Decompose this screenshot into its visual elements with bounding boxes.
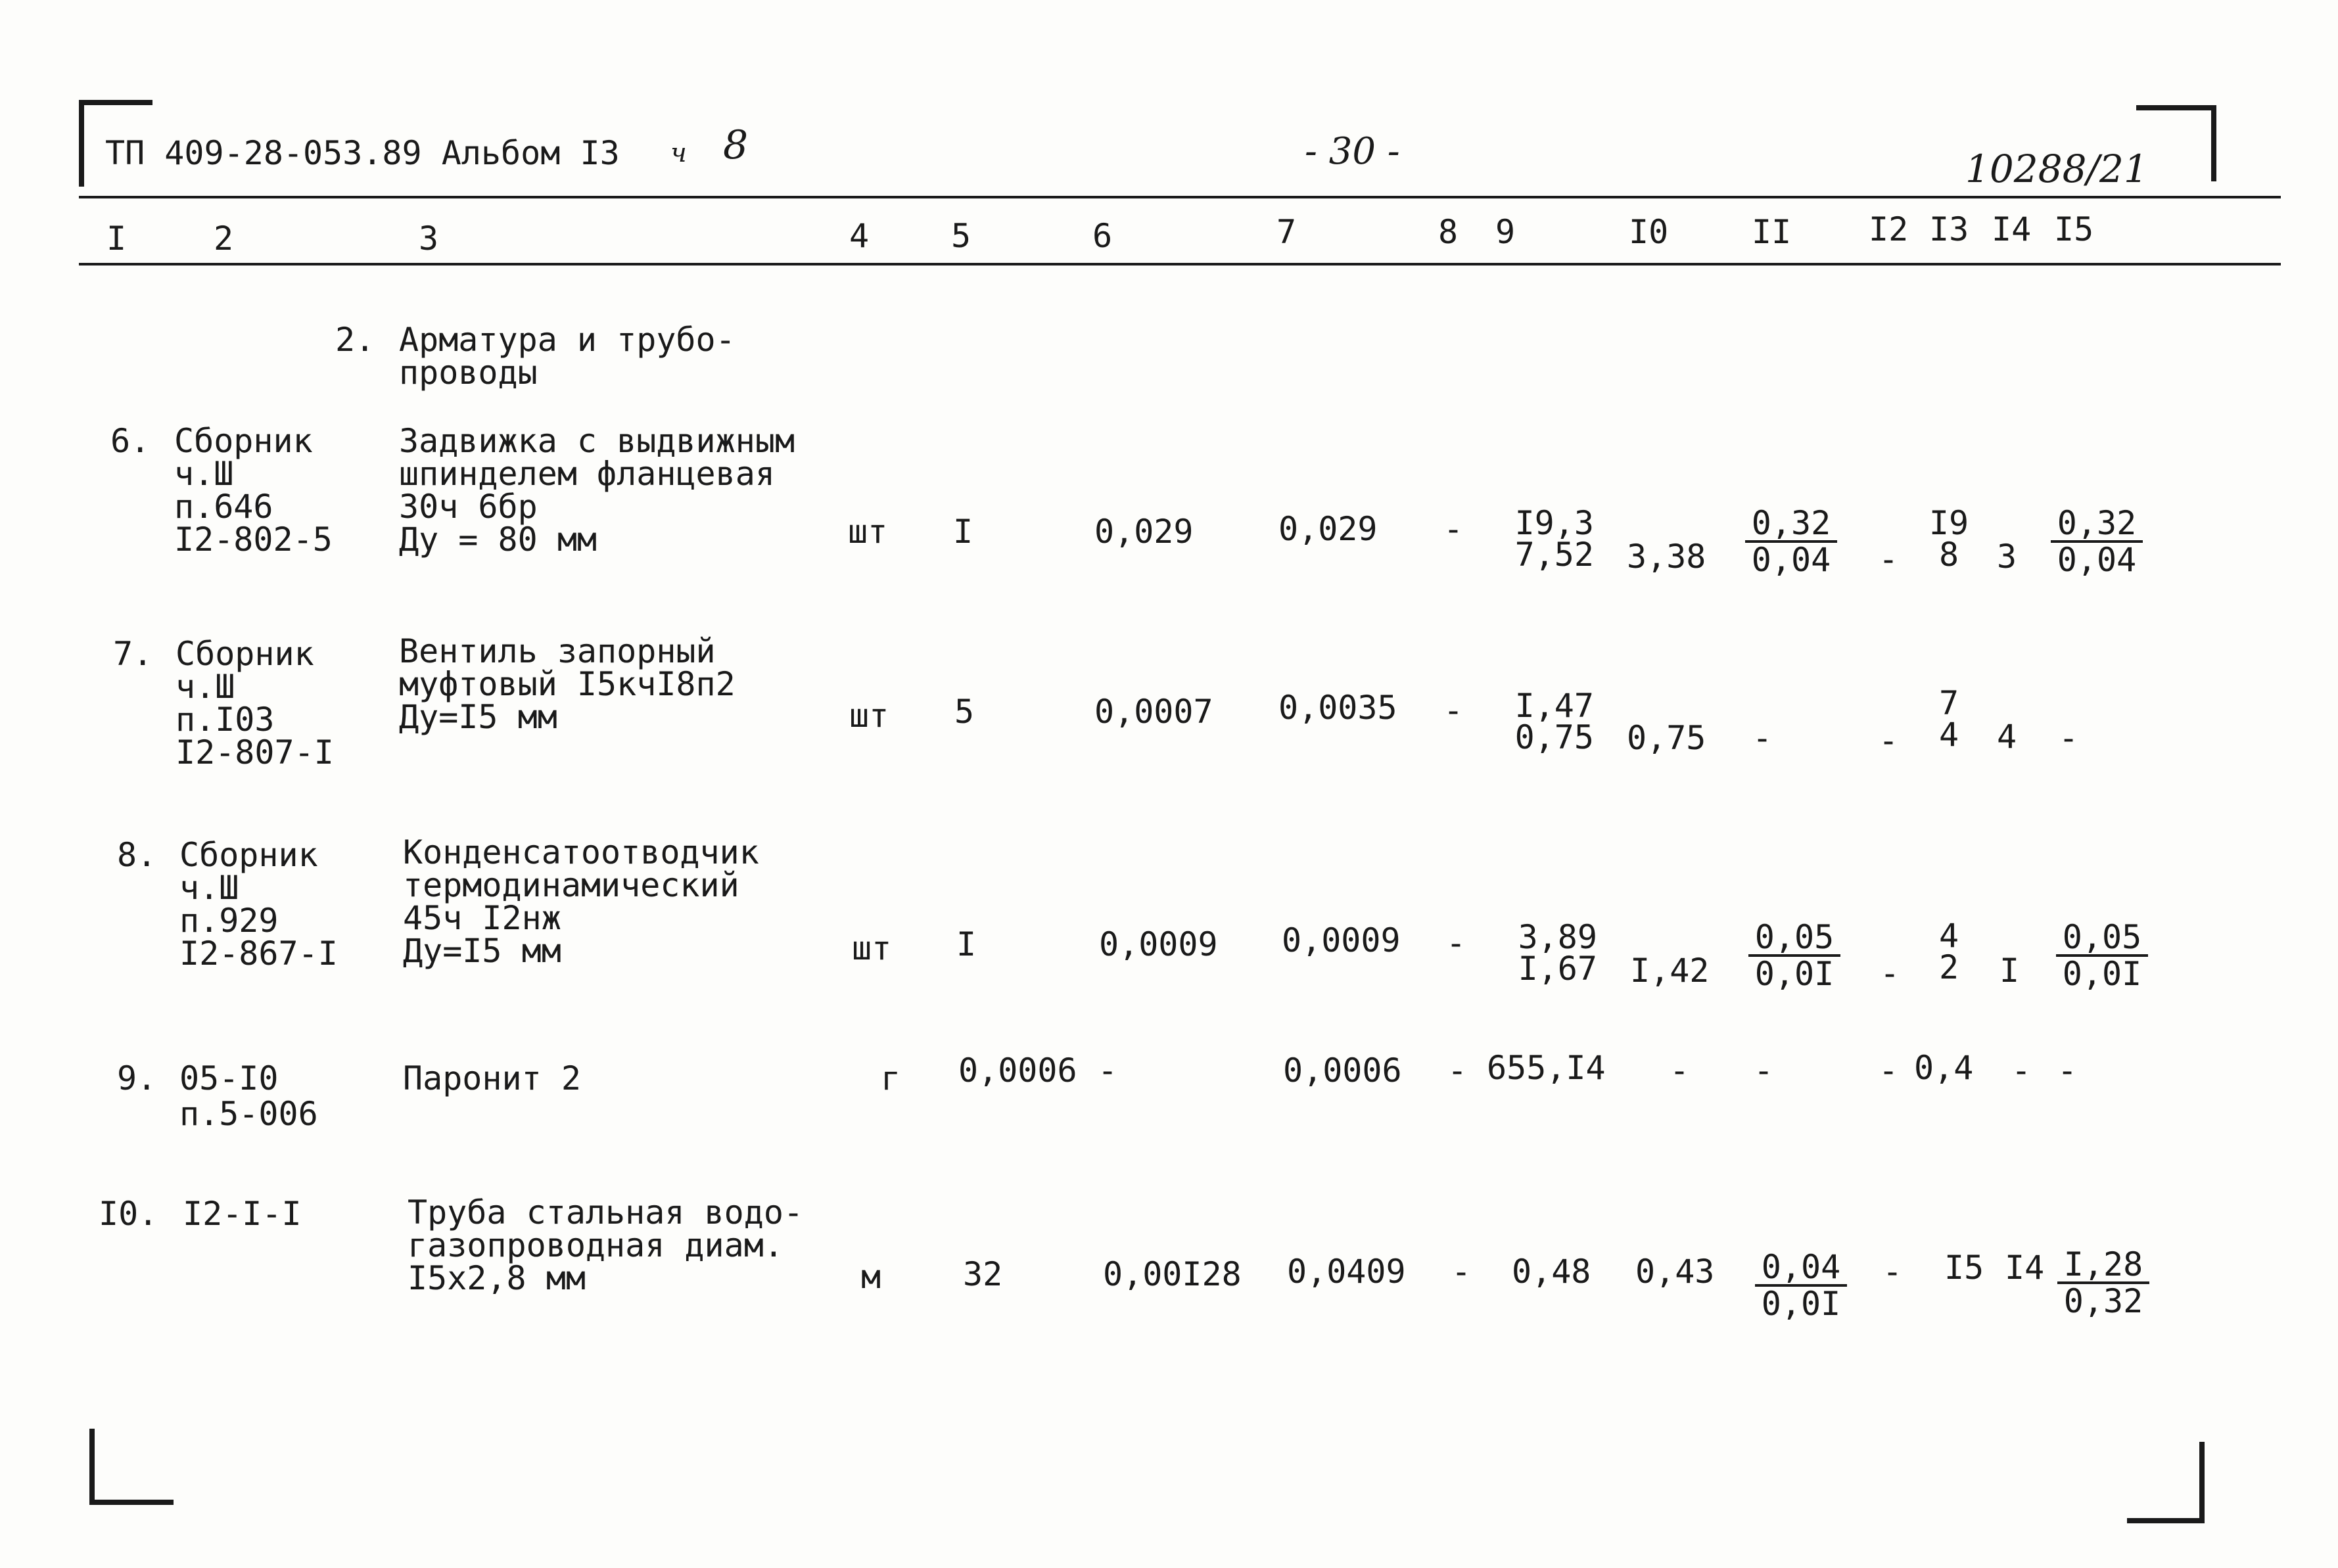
column-number: 6 xyxy=(1092,217,1113,255)
row-col8: - xyxy=(1447,1051,1468,1090)
row-quantity: I xyxy=(956,925,977,963)
row-col13: 4 2 xyxy=(1938,917,1959,986)
header-rule-bottom xyxy=(79,263,2281,265)
row-reference-line: I2-807-I xyxy=(175,733,334,772)
column-number: I2 xyxy=(1869,210,1909,248)
row-col11: - xyxy=(1754,1051,1774,1090)
corner-mark-bottom-left xyxy=(89,1429,95,1505)
row-reference-line: Сборник xyxy=(174,422,313,460)
row-col9: 655,I4 xyxy=(1487,1049,1606,1087)
column-number: 2 xyxy=(214,219,234,258)
row-col10: - xyxy=(1670,1051,1690,1090)
row-col6: 0,0007 xyxy=(1094,693,1213,731)
row-reference-line: п.I03 xyxy=(175,701,275,739)
row-col7: 0,0009 xyxy=(1282,921,1401,959)
row-name-line: Конденсатоотводчик xyxy=(403,833,759,871)
row-name-line: Вентиль запорный xyxy=(399,632,716,670)
row-col6: 0,0009 xyxy=(1099,925,1218,963)
row-quantity: I xyxy=(953,513,973,551)
corner-mark-top-left xyxy=(79,100,84,187)
row-col13: I5 xyxy=(1944,1249,1984,1287)
column-number: I xyxy=(106,219,127,258)
row-col9: I,47 0,75 xyxy=(1514,687,1594,756)
header-rule-top xyxy=(79,196,2281,198)
row-number: 7. xyxy=(113,635,153,673)
row-col14: I xyxy=(1999,952,2020,990)
corner-mark-bottom-right xyxy=(2199,1442,2205,1523)
row-col13: 0,4 xyxy=(1914,1049,1974,1087)
row-col12: - xyxy=(1880,954,1900,992)
row-name-line: муфтовый I5кчI8п2 xyxy=(399,665,736,703)
page-number: - 30 - xyxy=(1305,130,1400,173)
corner-mark-top-right xyxy=(2211,105,2216,181)
column-number: 9 xyxy=(1495,213,1516,251)
row-unit: м xyxy=(861,1258,881,1296)
row-col9: I9,3 7,52 xyxy=(1514,504,1594,574)
row-name-line: Задвижка с выдвижным xyxy=(399,422,795,460)
row-col6: 0,029 xyxy=(1094,513,1194,551)
row-name-line: Ду=I5 мм xyxy=(399,698,557,736)
row-col10: 3,38 xyxy=(1627,538,1706,576)
row-col14: I4 xyxy=(2005,1249,2045,1287)
row-col8: - xyxy=(1443,691,1464,729)
row-col8: - xyxy=(1451,1253,1472,1291)
row-col12: - xyxy=(1882,1253,1903,1291)
row-number: I0. xyxy=(99,1195,158,1233)
corner-mark-bottom-left xyxy=(89,1500,174,1505)
row-name-line: Труба стальная водо- xyxy=(408,1193,804,1232)
row-col11: $\frac{0,05}{0,0I}$ xyxy=(1748,921,1840,990)
row-col12: - xyxy=(1879,540,1899,578)
corner-mark-top-left xyxy=(79,100,152,105)
row-col7: 0,029 xyxy=(1278,510,1378,548)
row-unit: шт xyxy=(852,929,892,967)
row-col15: - xyxy=(2057,1051,2078,1090)
column-number: I4 xyxy=(1992,210,2032,248)
row-col11: $\frac{0,04}{0,0I}$ xyxy=(1755,1251,1847,1320)
row-col6: 0,00I28 xyxy=(1103,1255,1242,1293)
row-name-line: газопроводная диам. xyxy=(408,1226,783,1264)
row-unit: шт xyxy=(849,697,889,735)
row-reference-line: п.5-006 xyxy=(179,1095,318,1133)
row-col8: - xyxy=(1443,510,1464,548)
row-number: 6. xyxy=(110,422,151,460)
row-col12: - xyxy=(1879,722,1899,760)
row-col7: 0,0409 xyxy=(1287,1253,1406,1291)
part-label: ч xyxy=(670,138,687,168)
row-reference-line: п.646 xyxy=(174,488,273,526)
section-title-line: Арматура и трубо- xyxy=(399,321,736,359)
row-col15: $\frac{0,05}{0,0I}$ xyxy=(2056,921,2148,990)
row-name-line: шпинделем фланцевая xyxy=(399,455,775,493)
row-unit: г xyxy=(881,1059,901,1097)
column-number: 8 xyxy=(1438,213,1459,251)
column-number: II xyxy=(1752,213,1792,251)
row-reference-line: Сборник xyxy=(179,836,318,874)
row-col11: - xyxy=(1752,719,1773,757)
part-number: 8 xyxy=(723,122,749,168)
row-name-line: 45ч I2нж xyxy=(403,899,561,937)
corner-mark-top-right xyxy=(2136,105,2216,110)
column-number: I3 xyxy=(1929,210,1969,248)
row-reference-line: Сборник xyxy=(175,635,314,673)
row-reference-line: ч.Ш xyxy=(174,455,234,493)
row-col11: $\frac{0,32}{0,04}$ xyxy=(1745,507,1837,576)
section-title-line: проводы xyxy=(399,354,538,392)
row-col15: - xyxy=(2059,719,2079,757)
row-reference-line: п.929 xyxy=(179,902,279,940)
row-col14: - xyxy=(2011,1051,2032,1090)
row-reference-line: I2-802-5 xyxy=(174,520,333,559)
row-col15: $\frac{0,32}{0,04}$ xyxy=(2051,507,2143,576)
row-name-line: Паронит 2 xyxy=(403,1059,581,1097)
column-number: 3 xyxy=(419,219,439,258)
row-name-line: Ду = 80 мм xyxy=(399,520,597,559)
row-reference-line: I2-I-I xyxy=(183,1195,302,1233)
row-col10: I,42 xyxy=(1630,952,1710,990)
column-number: 4 xyxy=(849,217,870,255)
row-name-line: Ду=I5 мм xyxy=(403,932,561,970)
row-name-line: 30ч 6бр xyxy=(399,488,538,526)
row-col14: 3 xyxy=(1997,538,2017,576)
row-reference-line: I2-867-I xyxy=(179,934,338,973)
column-number: I0 xyxy=(1629,213,1669,251)
row-col8: - xyxy=(1446,924,1466,962)
row-quantity: 5 xyxy=(954,693,975,731)
row-col15: $\frac{I,28}{0,32}$ xyxy=(2057,1249,2149,1317)
row-reference-line: ч.Ш xyxy=(175,668,235,706)
row-col9: 0,48 xyxy=(1512,1253,1591,1291)
row-col13: I9 8 xyxy=(1929,504,1969,574)
section-number: 2. xyxy=(335,321,375,359)
row-quantity: 32 xyxy=(963,1255,1003,1293)
row-col10: 0,75 xyxy=(1627,719,1706,757)
row-number: 8. xyxy=(117,836,157,874)
row-reference-line: 05-I0 xyxy=(179,1059,279,1097)
row-col12: - xyxy=(1879,1051,1899,1090)
row-unit: шт xyxy=(848,513,888,551)
row-col7: 0,0006 xyxy=(1283,1051,1402,1090)
row-col6: - xyxy=(1098,1051,1118,1090)
row-col9: 3,89 I,67 xyxy=(1518,918,1597,988)
row-number: 9. xyxy=(117,1059,157,1097)
row-quantity: 0,0006 xyxy=(958,1051,1077,1090)
row-name-line: термодинамический xyxy=(403,866,739,904)
inventory-number: 10288/21 xyxy=(1965,147,2148,191)
row-col7: 0,0035 xyxy=(1278,689,1397,727)
corner-mark-bottom-right xyxy=(2127,1518,2205,1523)
row-reference-line: ч.Ш xyxy=(179,869,239,907)
row-name-line: I5x2,8 мм xyxy=(408,1259,586,1297)
column-number: 7 xyxy=(1276,213,1297,251)
row-col10: 0,43 xyxy=(1635,1253,1715,1291)
column-number: 5 xyxy=(951,217,971,255)
column-number: I5 xyxy=(2054,210,2094,248)
row-col13: 7 4 xyxy=(1938,684,1959,754)
doc-code: ТП 409-28-053.89 Альбом I3 xyxy=(105,134,620,172)
row-col14: 4 xyxy=(1997,718,2017,756)
